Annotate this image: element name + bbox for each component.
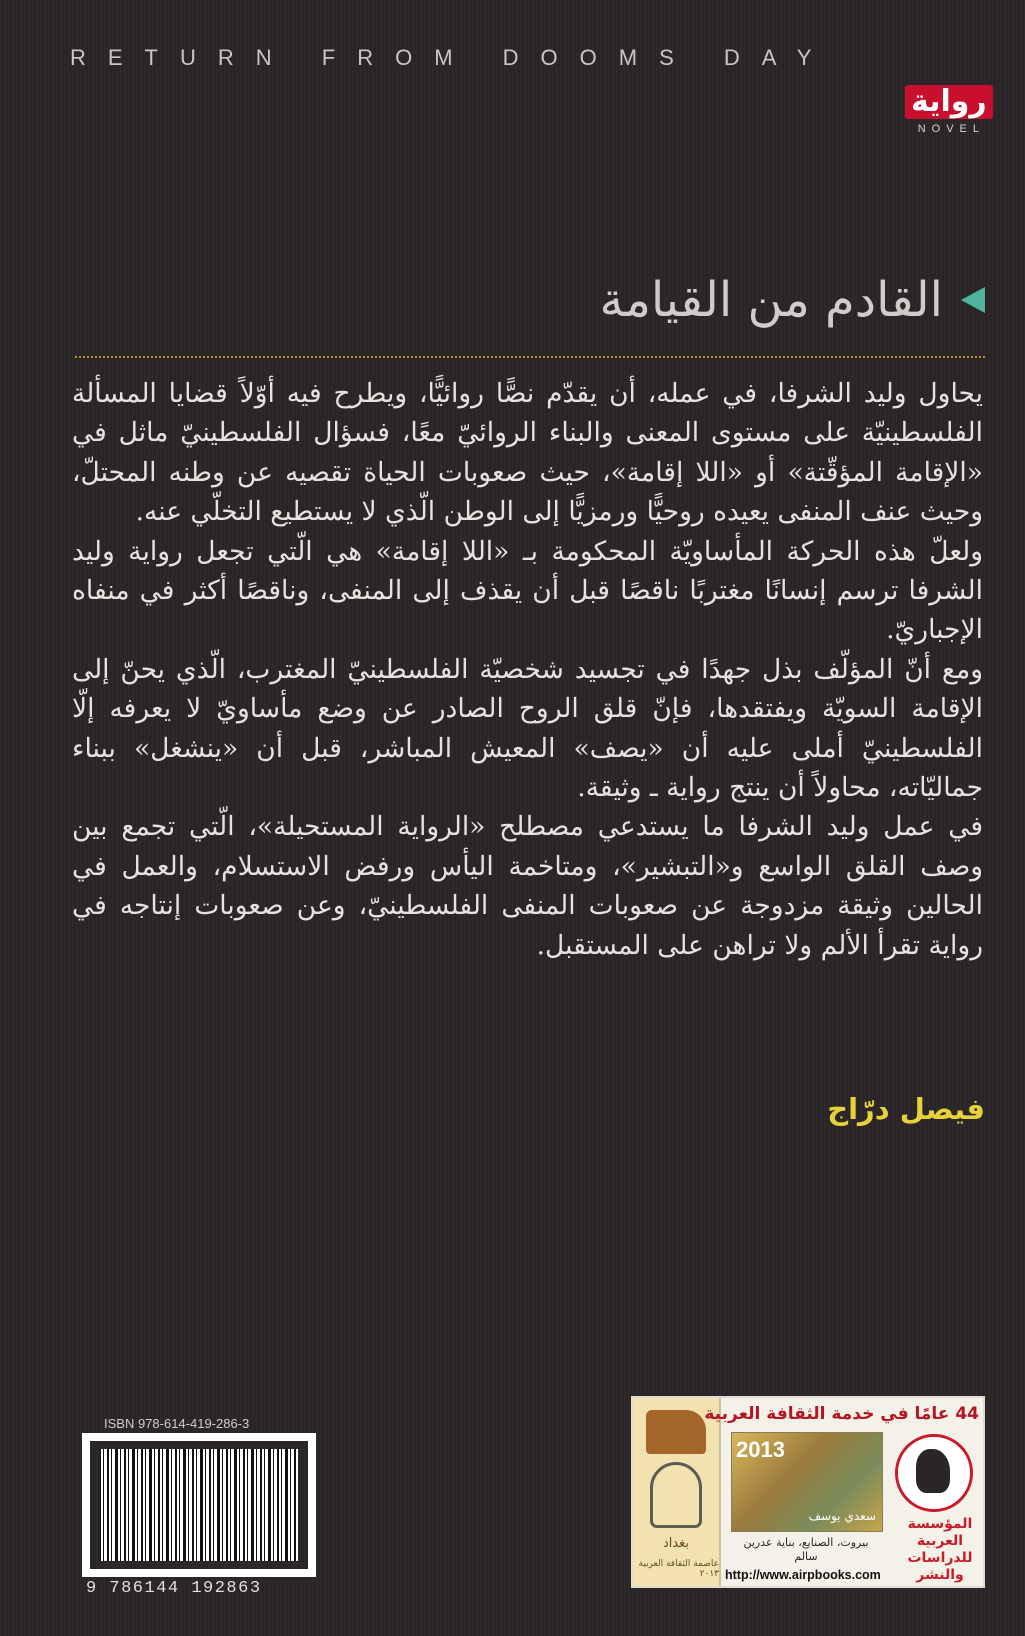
blurb-paragraph: ولعلّ هذه الحركة المأساويّة المحكومة بـ «اللا إقامة» هي الّتي تجعل رواية وليد الشرفا ترسم إنسانًا مغتربًا ناقصًا قبل أن يقذف إلى المنفى، وناقصًا أكثر في منفاه الإجباريّ. [72,535,983,646]
triangle-marker-icon [961,287,985,313]
barcode [82,1433,316,1577]
book-title: القادم من القيامة [599,272,943,328]
barcode-digits: 9 786144 192863 [86,1579,262,1598]
lamassu-icon [646,1410,706,1454]
publisher-panel [631,1396,985,1588]
emblem-icon [650,1462,702,1528]
publisher-address: بيروت، الصنايع، بناية عدرين سالم [743,1536,869,1563]
english-title: RETURN FROM DOOMS DAY [70,45,834,70]
city-sub-label: عاصمة الثقافة العربية ٢٠١٣ [638,1559,719,1579]
series-logo-mark: رواية [905,85,993,119]
book-title-block [599,272,985,328]
anniversary-badge: 44 عامًا في خدمة الثقافة العربية [704,1404,979,1424]
series-logo [905,85,985,145]
publisher-url[interactable]: http://www.airpbooks.com [725,1568,881,1582]
city-label: بغداد [662,1536,690,1551]
publisher-logo-figure [916,1449,950,1493]
publisher-name: المؤسسة العربية للدراسات والنشر [907,1516,973,1583]
blurb-text [72,374,983,965]
photo-name: سعدي يوسف [808,1509,876,1523]
isbn-label: ISBN 978-614-419-286-3 [104,1416,250,1431]
series-logo-sub: NOVEL [917,123,985,135]
publisher-logo-icon [895,1434,973,1512]
blurb-paragraph: يحاول وليد الشرفا، في عمله، أن يقدّم نصًّا روائيًّا، ويطرح فيه أوّلاً قضايا المسألة الفلسطينيّة على مستوى المعنى والبناء الروائيّ معًا، فسؤال الفلسطينيّ ماثل في «الإقامة المؤقّتة» أو «اللا إقامة»، حيث صعوبات الحياة تقصيه عن وطنه المحتلّ، وحيث عنف المنفى يعيده روحيًّا ورمزيًّا إلى الوطن الّذي لا يستطيع التخلّي عنه. [72,378,983,528]
blurb-paragraph: ومع أنّ المؤلّف بذل جهدًا في تجسيد شخصيّة الفلسطينيّ المغترب، الّذي يحنّ إلى الإقامة السويّة ويفتقدها، فإنّ قلق الروح الصادر عن وضع مأساويّ لا يعرفه إلّا الفلسطينيّ أملى عليه أن «يصف» المعيش المباشر، قبل أن «ينشغل» ببناء جماليّاته، محاولاً أن ينتج رواية ـ وثيقة. [72,653,983,804]
dotted-divider [75,356,985,358]
author-signature: فيصل درّاج [827,1092,985,1126]
blurb-paragraph: في عمل وليد الشرفا ما يستدعي مصطلح «الرواية المستحيلة»، الّتي تجمع بين وصف القلق الواسع و«التبشير»، ومتاخمة اليأس ورفض الاستسلام، والعمل في الحالين وثيقة مزدوجة عن صعوبات المنفى الفلسطينيّ، وعن صعوبات إنتاجه في رواية تقرأ الألم ولا تراهن على المستقبل. [72,811,983,961]
photo-year: 2013 [736,1437,785,1462]
poet-photo [731,1432,883,1532]
baghdad-capital-panel [633,1398,721,1586]
